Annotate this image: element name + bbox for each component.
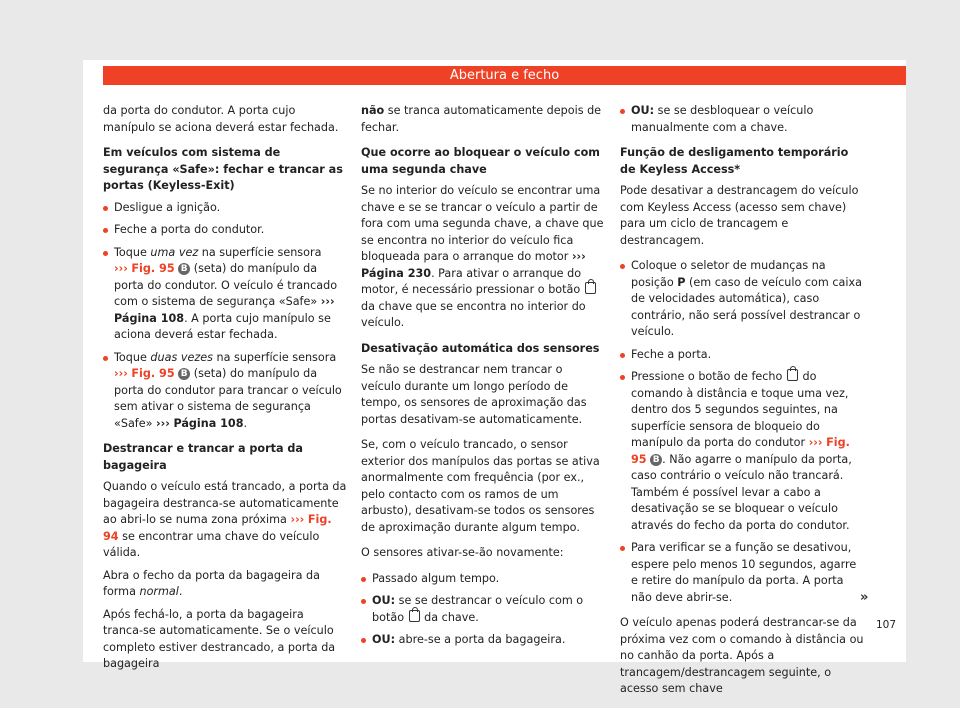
column-3 — [620, 103, 864, 707]
paragraph: Se no interior do veículo se encontrar uma chave e se se trancar o veículo a partir de fora com uma segunda chave, a chave que se encontra no interior do veículo fica bloqueada para o arranque do motor ››› Página 230. Para ativar o arranque do motor, é necessário pressionar o botão da chave que se encontra no interior do veículo. — [361, 184, 604, 329]
heading-second-key: Que ocorre ao bloquear o veículo com uma segunda chave — [361, 146, 600, 176]
paragraph: Se, com o veículo trancado, o sensor exterior dos manípulos das portas se ativa anormalmente com frequência (por ex., pelo contacto com os ramos de um arbusto), desativam-se todos os sensores de aproximação durante algum tempo. — [361, 438, 600, 534]
callout-b-icon: B — [178, 263, 190, 275]
page230-link[interactable]: Página 230 — [361, 266, 432, 280]
key-unlock-icon — [409, 610, 420, 622]
key-lock-icon — [787, 369, 798, 381]
paragraph: Abra o fecho da porta da bagageira da forma normal. — [103, 568, 320, 598]
page108-link[interactable]: Página 108 — [114, 311, 185, 325]
heading-sensors: Desativação automática dos sensores — [361, 341, 600, 355]
bullet: Pressione o botão de fecho do comando à distância e toque uma vez, dentro dos 5 segundos seguintes, na superfície sensora de bloqueio do manípulo da porta do condutor ››› Fig. 95 B . Não agarre o manípulo da porta, caso contrário o veículo não trancará. Também é possível levar a cabo a desativação se se bloquear o veículo através do fecho da porta do condutor. — [620, 369, 864, 534]
key-unlock-icon — [585, 282, 596, 294]
page-number: 107 — [876, 619, 897, 631]
section-header: Abertura e fecho — [103, 66, 906, 85]
column-2 — [361, 103, 605, 655]
continue-marker: » — [860, 590, 869, 605]
bullet: Toque duas vezes na superfície sensora ››› Fig. 95 B (seta) do manípulo da porta do condutor para trancar o veículo sem ativar o sistema de segurança «Safe» ››› Página 108. — [103, 350, 347, 433]
bullet: Desligue a ignição. — [103, 200, 347, 217]
bullet: OU: se se desbloquear o veículo manualmente com a chave. — [620, 103, 864, 136]
column-1 — [103, 103, 347, 682]
bullet: Para verificar se a função se desativou, espere pelo menos 10 segundos, agarre e retire do manípulo da porta. A porta não deve abrir-se. — [620, 540, 864, 606]
heading-keyless-off: Função de desligamento temporário de Keyless Access* — [620, 146, 849, 176]
callout-b-icon: B — [650, 454, 662, 466]
bullet: Coloque o seletor de mudanças na posição P (em caso de veículo com caixa de velocidades automática), caso contrário, não será possível destrancar o veículo. — [620, 258, 864, 341]
fig95-link[interactable]: Fig. 95 — [131, 367, 175, 380]
bullet: OU: abre-se a porta da bagageira. — [361, 632, 605, 649]
fig95-link[interactable]: Fig. 95 — [631, 436, 850, 466]
paragraph: Após fechá-lo, a porta da bagageira tranca-se automaticamente. Se o veículo completo estiver destrancado, a porta da bagageira — [103, 607, 336, 670]
bullet: OU: se se destrancar o veículo com o botão da chave. — [361, 593, 605, 626]
fig94-link[interactable]: Fig. 94 — [103, 513, 332, 543]
paragraph: Quando o veículo está trancado, a porta da bagageira destranca-se automaticamente ao abri-lo se numa zona próxima ››› Fig. 94 se encontrar uma chave do veículo válida. — [103, 480, 347, 559]
page108-link[interactable]: Página 108 — [173, 416, 244, 430]
paragraph: da porta do condutor. A porta cujo manípulo se aciona deverá estar fechada. — [103, 104, 339, 134]
bullet: Passado algum tempo. — [361, 571, 605, 588]
paragraph: O sensores ativar-se-ão novamente: — [361, 546, 564, 559]
callout-b-icon: B — [178, 368, 190, 380]
bullet: Feche a porta. — [620, 347, 864, 364]
paragraph: não se tranca automaticamente depois de fechar. — [361, 104, 602, 134]
bullet: Feche a porta do condutor. — [103, 222, 347, 239]
heading-tailgate: Destrancar e trancar a porta da bagageira — [103, 442, 303, 472]
bullet: Toque uma vez na superfície sensora ››› Fig. 95 B (seta) do manípulo da porta do condutor. O veículo é trancado com o sistema de segurança «Safe» ››› Página 108. A porta cujo manípulo se aciona deverá estar fechada. — [103, 245, 347, 344]
paragraph: O veículo apenas poderá destrancar-se da próxima vez com o comando à distância ou no canhão da porta. Após a trancagem/destrancagem seguinte, o acesso sem chave — [620, 616, 864, 695]
paragraph: Pode desativar a destrancagem do veículo com Keyless Access (acesso sem chave) para um ciclo de trancagem e destrancagem. — [620, 184, 859, 247]
paragraph: Se não se destrancar nem trancar o veículo durante um longo período de tempo, os sensores de aproximação das portas desativam-se automaticamente. — [361, 363, 587, 426]
fig95-link[interactable]: Fig. 95 — [131, 262, 175, 275]
heading-safe: Em veículos com sistema de segurança «Safe»: fechar e trancar as portas (Keyless-Exit) — [103, 146, 343, 192]
